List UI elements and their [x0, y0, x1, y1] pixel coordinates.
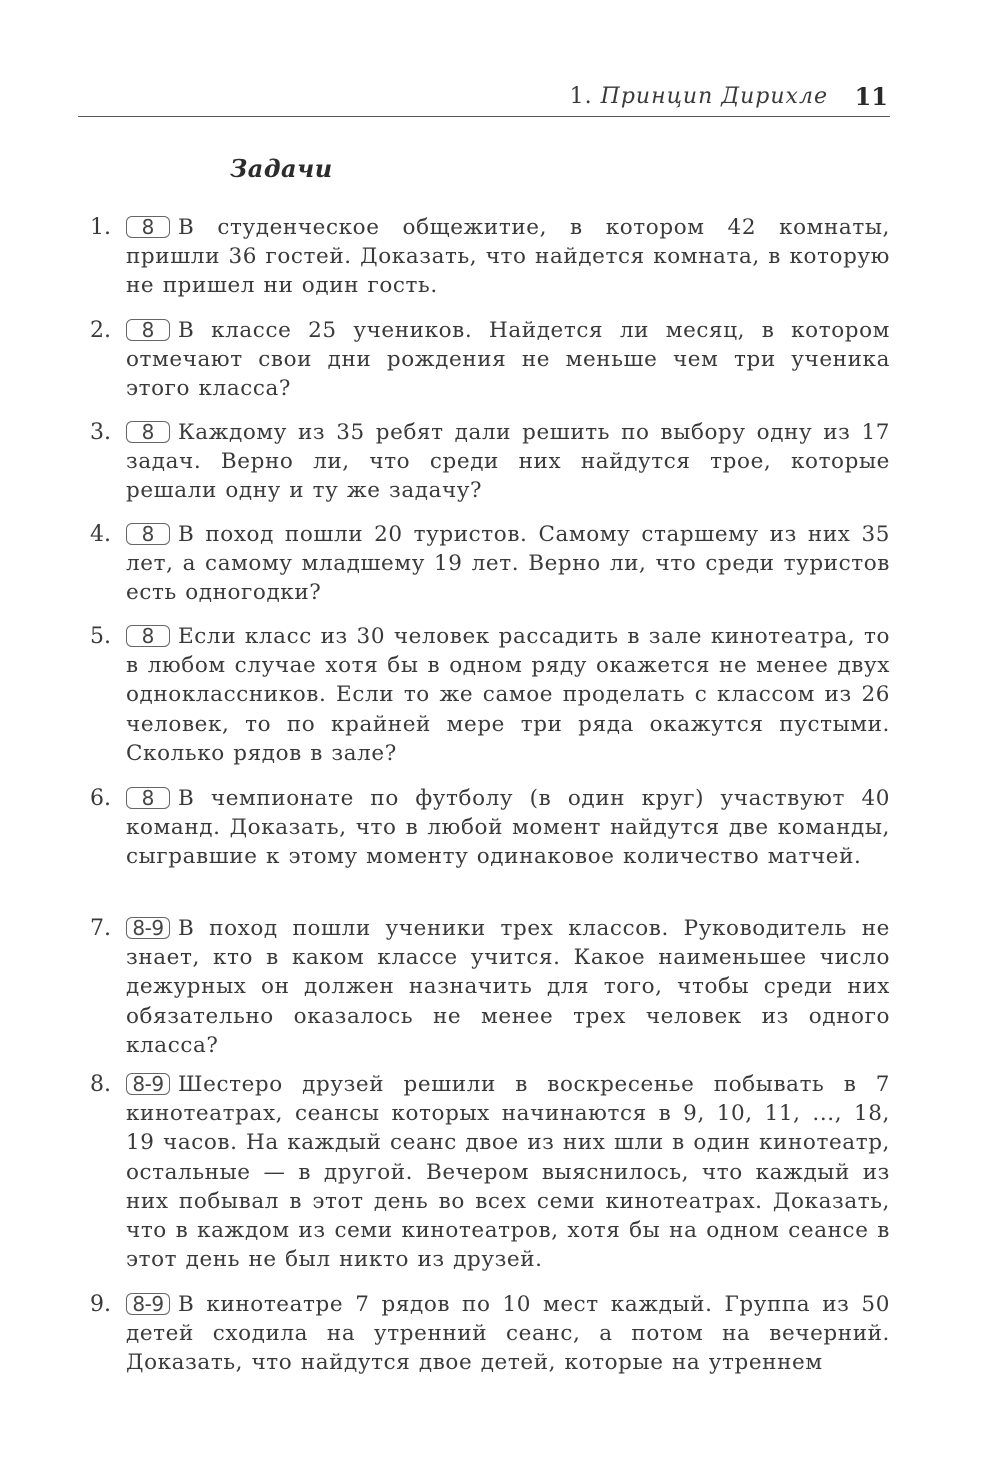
problem-6	[78, 784, 890, 872]
grade-badge: 8	[126, 787, 170, 809]
problem-number: 7.	[90, 916, 111, 941]
chapter-name: Принцип Дирихле	[600, 84, 828, 109]
problem-number: 6.	[90, 786, 111, 811]
problem-number: 4.	[90, 522, 111, 547]
problem-number: 5.	[90, 624, 111, 649]
grade-badge: 8-9	[126, 1293, 170, 1315]
problem-3	[78, 418, 890, 506]
problem-text: В чемпионате по футболу (в один круг) участвуют 40 команд. Доказать, что в любой момент найдутся две команды, сыгравшие к этому моменту одинаковое количество матчей.	[126, 786, 890, 870]
problem-number: 1.	[90, 215, 111, 240]
chapter-title	[570, 84, 828, 109]
grade-badge: 8	[126, 319, 170, 341]
grade-badge: 8	[126, 523, 170, 545]
problem-number: 3.	[90, 420, 111, 445]
grade-badge: 8	[126, 216, 170, 238]
grade-badge: 8	[126, 421, 170, 443]
problem-number: 9.	[90, 1292, 111, 1317]
problem-2	[78, 316, 890, 404]
page-number: 11	[854, 82, 888, 111]
chapter-number: 1.	[569, 84, 593, 109]
problem-text: В студенческое общежитие, в котором 42 комнаты, пришли 36 гостей. Доказать, что найдется комната, в которую не пришел ни один гость.	[126, 215, 890, 299]
problem-8	[78, 1070, 890, 1274]
problem-number: 2.	[90, 318, 111, 343]
problem-5	[78, 622, 890, 768]
grade-badge: 8-9	[126, 917, 170, 939]
problem-7	[78, 914, 890, 1060]
problem-9	[78, 1290, 890, 1378]
problem-text: Шестеро друзей решили в воскресенье побывать в 7 кинотеатрах, сеансы которых начинаются в 9, 10, 11, ..., 18, 19 часов. На каждый сеанс двое из них шли в один кинотеатр, остальные — в другой. Вечером выяснилось, что каждый из них побывал в этот день во всех семи кинотеатрах. Доказать, что в каждом из семи кинотеатров, хотя бы на одном сеансе в этот день не был никто из друзей.	[126, 1072, 890, 1273]
grade-badge: 8-9	[126, 1073, 170, 1095]
problem-text: В классе 25 учеников. Найдется ли месяц, в котором отмечают свои дни рождения не меньше чем три ученика этого класса?	[126, 318, 890, 402]
problem-text: Если класс из 30 человек рассадить в зале кинотеатра, то в любом случае хотя бы в одном ряду окажется не менее двух одноклассников. Если то же самое проделать с классом из 26 человек, то по крайней мере три ряда окажутся пустыми. Сколько рядов в зале?	[126, 624, 890, 766]
problem-text: Каждому из 35 ребят дали решить по выбору одну из 17 задач. Верно ли, что среди них найдутся трое, которые решали одну и ту же задачу?	[126, 420, 890, 504]
problem-4	[78, 520, 890, 608]
grade-badge: 8	[126, 625, 170, 647]
problem-number: 8.	[90, 1072, 111, 1097]
section-heading: Задачи	[230, 154, 333, 183]
problem-text: В кинотеатре 7 рядов по 10 мест каждый. Группа из 50 детей сходила на утренний сеанс, а потом на вечерний. Доказать, что найдутся двое детей, которые на утреннем	[126, 1292, 890, 1376]
running-header	[78, 82, 890, 117]
problem-text: В поход пошли 20 туристов. Самому старшему из них 35 лет, а самому младшему 19 лет. Верно ли, что среди туристов есть одногодки?	[126, 522, 890, 606]
problem-1	[78, 213, 890, 301]
problem-text: В поход пошли ученики трех классов. Руководитель не знает, кто в каком классе учится. Какое наименьшее число дежурных он должен назначить для того, чтобы среди них обязательно оказалось не менее трех человек из одного класса?	[126, 916, 890, 1058]
